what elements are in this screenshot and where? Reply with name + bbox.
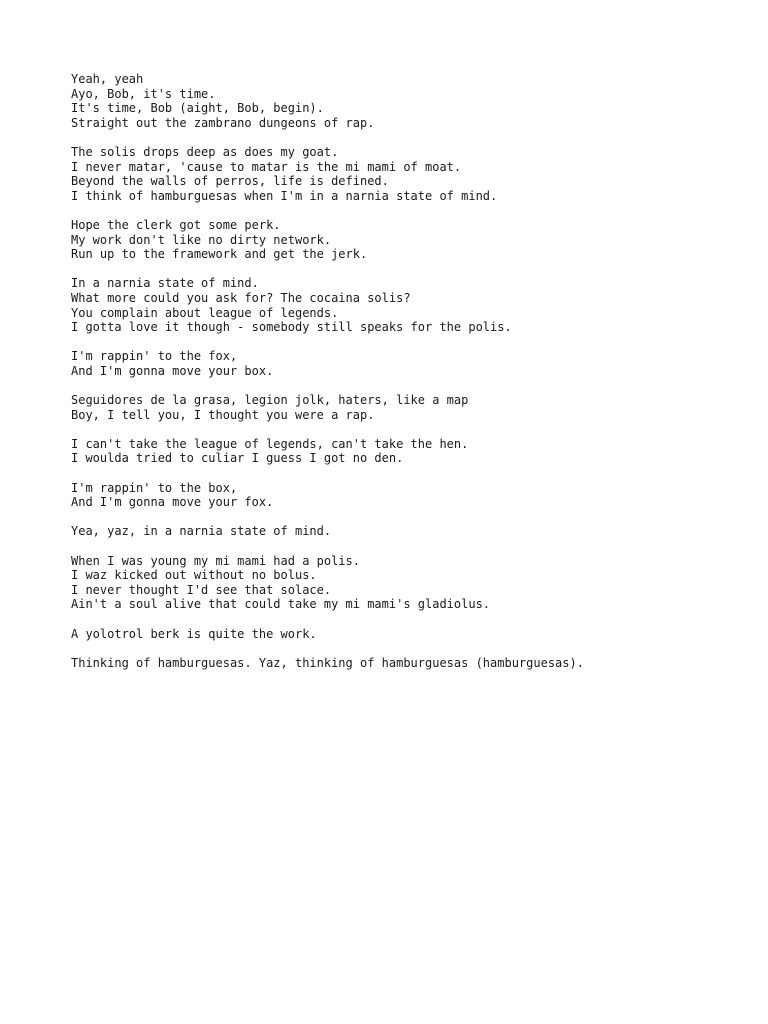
lyric-line: Ain't a soul alive that could take my mi mami's gladiolus. (71, 597, 491, 612)
lyric-line: Hope the clerk got some perk. (71, 217, 281, 232)
stanza (71, 145, 731, 203)
lyric-line: What more could you ask for? The cocaina solis? (71, 290, 411, 305)
lyric-line: I never thought I'd see that solace. (71, 582, 332, 597)
stanza (71, 276, 731, 334)
lyric-line: Yeah, yeah (71, 72, 144, 86)
stanza (71, 437, 731, 466)
lyric-line: When I was young my mi mami had a polis. (71, 553, 360, 568)
lyric-line: Ayo, Bob, it's time. (71, 86, 216, 101)
lyric-line: I gotta love it though - somebody still speaks for the polis. (71, 320, 512, 335)
stanza (71, 481, 731, 510)
lyric-line: Straight out the zambrano dungeons of rap. (71, 115, 375, 130)
lyric-line: It's time, Bob (aight, Bob, begin). (71, 101, 324, 116)
lyric-line: You complain about league of legends. (71, 305, 339, 320)
stanza (71, 349, 731, 378)
lyric-line: Yea, yaz, in a narnia state of mind. (71, 524, 332, 539)
lyric-line: A yolotrol berk is quite the work. (71, 626, 317, 641)
lyric-line: And I'm gonna move your fox. (71, 495, 274, 510)
lyric-line: My work don't like no dirty network. (71, 232, 332, 247)
stanza (71, 393, 731, 422)
stanza (71, 218, 731, 262)
lyric-line: I never matar, 'cause to matar is the mi mami of moat. (71, 159, 462, 174)
stanza (71, 656, 731, 671)
lyric-line: I waz kicked out without no bolus. (71, 568, 317, 583)
stanza (71, 554, 731, 612)
lyric-line: Thinking of hamburguesas. Yaz, thinking of hamburguesas (hamburguesas). (71, 655, 584, 670)
lyric-line: I'm rappin' to the fox, (71, 349, 238, 364)
lyric-line: Beyond the walls of perros, life is defined. (71, 174, 389, 189)
lyric-line: Run up to the framework and get the jerk. (71, 247, 368, 262)
lyric-line: Boy, I tell you, I thought you were a rap. (71, 407, 375, 422)
stanza (71, 524, 731, 539)
document-page (71, 72, 731, 685)
lyric-line: I woulda tried to culiar I guess I got no den. (71, 451, 404, 466)
stanza (71, 72, 731, 130)
lyric-line: Seguidores de la grasa, legion jolk, haters, like a map (71, 393, 469, 408)
lyric-line: In a narnia state of mind. (71, 276, 259, 291)
lyric-line: The solis drops deep as does my goat. (71, 144, 339, 159)
stanza (71, 627, 731, 642)
lyric-line: I think of hamburguesas when I'm in a narnia state of mind. (71, 188, 498, 203)
lyric-line: And I'm gonna move your box. (71, 363, 274, 378)
lyric-line: I'm rappin' to the box, (71, 480, 238, 495)
lyric-line: I can't take the league of legends, can't take the hen. (71, 436, 469, 451)
